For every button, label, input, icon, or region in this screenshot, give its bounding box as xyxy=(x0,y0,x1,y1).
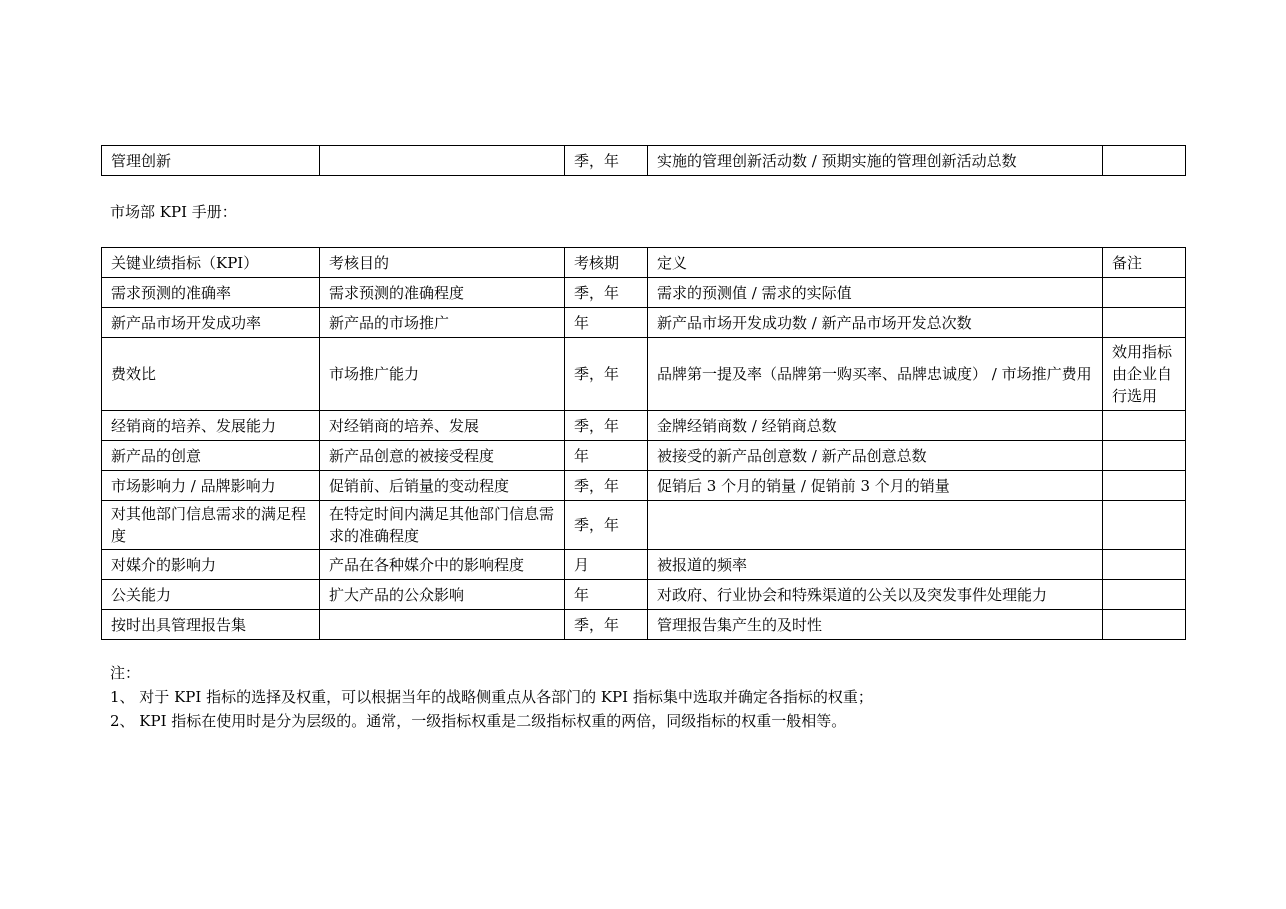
remark-cell xyxy=(1103,471,1186,501)
period-cell: 季，年 xyxy=(565,278,648,308)
purpose-cell xyxy=(320,610,565,640)
remark-cell xyxy=(1103,278,1186,308)
period-cell: 月 xyxy=(565,550,648,580)
purpose-cell: 新产品的市场推广 xyxy=(320,308,565,338)
definition-cell: 被报道的频率 xyxy=(648,550,1103,580)
purpose-cell: 对经销商的培养、发展 xyxy=(320,411,565,441)
purpose-cell: 扩大产品的公众影响 xyxy=(320,580,565,610)
note-item: 1、 对于 KPI 指标的选择及权重，可以根据当年的战略侧重点从各部门的 KPI 指标集中选取并确定各指标的权重； xyxy=(110,688,873,706)
note-item: 2、 KPI 指标在使用时是分为层级的。通常，一级指标权重是二级指标权重的两倍，同级指标的权重一般相等。 xyxy=(110,712,847,730)
kpi-name-cell: 对媒介的影响力 xyxy=(102,550,320,580)
kpi-name-cell: 市场影响力 / 品牌影响力 xyxy=(102,471,320,501)
purpose-cell: 需求预测的准确程度 xyxy=(320,278,565,308)
purpose-cell: 产品在各种媒介中的影响程度 xyxy=(320,550,565,580)
remark-cell xyxy=(1103,501,1186,550)
notes-section xyxy=(110,661,873,733)
purpose-cell xyxy=(320,146,565,176)
period-cell: 季，年 xyxy=(565,146,648,176)
purpose-cell: 在特定时间内满足其他部门信息需求的准确程度 xyxy=(320,501,565,550)
kpi-name-cell: 需求预测的准确率 xyxy=(102,278,320,308)
definition-cell: 品牌第一提及率（品牌第一购买率、品牌忠诚度） / 市场推广费用 xyxy=(648,338,1103,411)
table-row xyxy=(102,338,1186,411)
remark-cell xyxy=(1103,610,1186,640)
period-cell: 季，年 xyxy=(565,338,648,411)
period-cell: 年 xyxy=(565,308,648,338)
remark-cell xyxy=(1103,580,1186,610)
period-cell: 年 xyxy=(565,580,648,610)
period-cell: 年 xyxy=(565,441,648,471)
kpi-name-cell: 管理创新 xyxy=(102,146,320,176)
table-row xyxy=(102,501,1186,550)
definition-cell xyxy=(648,501,1103,550)
kpi-name-cell: 新产品市场开发成功率 xyxy=(102,308,320,338)
header-purpose: 考核目的 xyxy=(320,248,565,278)
purpose-cell: 新产品创意的被接受程度 xyxy=(320,441,565,471)
table-row xyxy=(102,550,1186,580)
table-row xyxy=(102,308,1186,338)
kpi-name-cell: 新产品的创意 xyxy=(102,441,320,471)
definition-cell: 新产品市场开发成功数 / 新产品市场开发总次数 xyxy=(648,308,1103,338)
definition-cell: 管理报告集产生的及时性 xyxy=(648,610,1103,640)
remark-cell xyxy=(1103,441,1186,471)
kpi-name-cell: 公关能力 xyxy=(102,580,320,610)
remark-cell xyxy=(1103,146,1186,176)
table-row xyxy=(102,471,1186,501)
table-header-row xyxy=(102,248,1186,278)
remark-cell: 效用指标由企业自行选用 xyxy=(1103,338,1186,411)
marketing-kpi-table xyxy=(101,247,1186,640)
period-cell: 季，年 xyxy=(565,501,648,550)
period-cell: 季，年 xyxy=(565,610,648,640)
period-cell: 季，年 xyxy=(565,411,648,441)
header-remark: 备注 xyxy=(1103,248,1186,278)
definition-cell: 实施的管理创新活动数 / 预期实施的管理创新活动总数 xyxy=(648,146,1103,176)
table-row xyxy=(102,610,1186,640)
remark-cell xyxy=(1103,308,1186,338)
purpose-cell: 促销前、后销量的变动程度 xyxy=(320,471,565,501)
management-innovation-table xyxy=(101,145,1186,176)
kpi-name-cell: 经销商的培养、发展能力 xyxy=(102,411,320,441)
definition-cell: 被接受的新产品创意数 / 新产品创意总数 xyxy=(648,441,1103,471)
definition-cell: 金牌经销商数 / 经销商总数 xyxy=(648,411,1103,441)
definition-cell: 对政府、行业协会和特殊渠道的公关以及突发事件处理能力 xyxy=(648,580,1103,610)
notes-heading: 注： xyxy=(110,664,141,682)
header-kpi: 关键业绩指标（KPI） xyxy=(102,248,320,278)
kpi-name-cell: 对其他部门信息需求的满足程度 xyxy=(102,501,320,550)
kpi-name-cell: 按时出具管理报告集 xyxy=(102,610,320,640)
header-definition: 定义 xyxy=(648,248,1103,278)
purpose-cell: 市场推广能力 xyxy=(320,338,565,411)
definition-cell: 需求的预测值 / 需求的实际值 xyxy=(648,278,1103,308)
section-title: 市场部 KPI 手册： xyxy=(110,203,237,221)
table-row xyxy=(102,278,1186,308)
header-period: 考核期 xyxy=(565,248,648,278)
period-cell: 季，年 xyxy=(565,471,648,501)
table-row xyxy=(102,441,1186,471)
table-row xyxy=(102,411,1186,441)
table-row xyxy=(102,146,1186,176)
remark-cell xyxy=(1103,411,1186,441)
kpi-name-cell: 费效比 xyxy=(102,338,320,411)
table-row xyxy=(102,580,1186,610)
definition-cell: 促销后 3 个月的销量 / 促销前 3 个月的销量 xyxy=(648,471,1103,501)
remark-cell xyxy=(1103,550,1186,580)
